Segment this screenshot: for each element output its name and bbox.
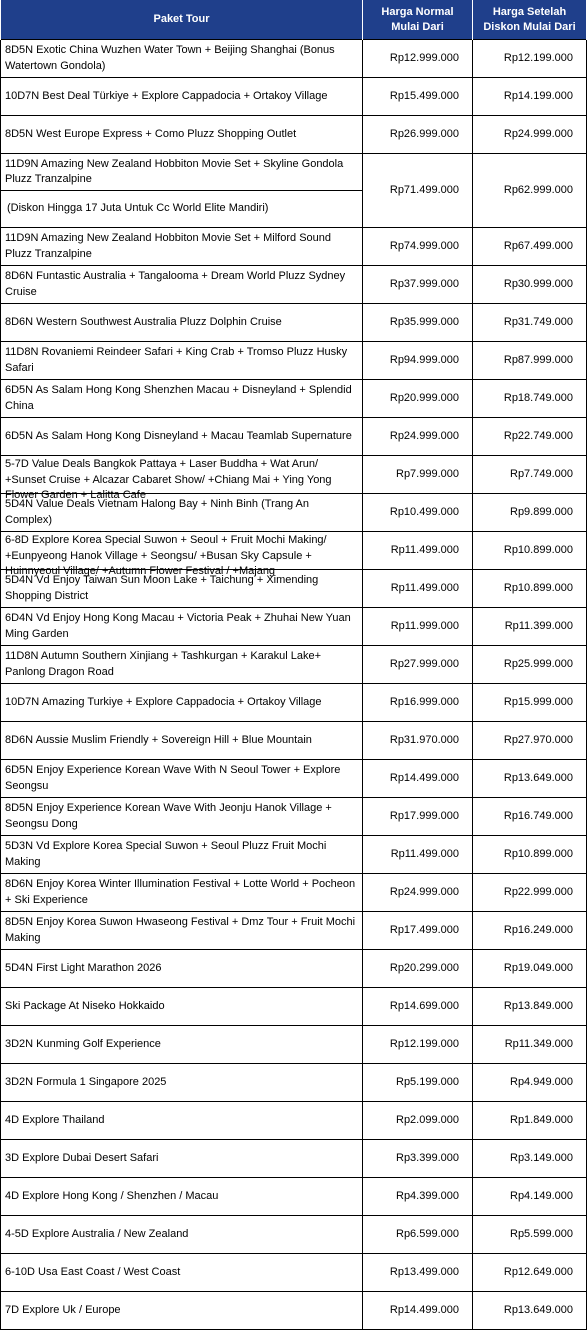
table-row [1, 418, 587, 456]
table-row [1, 798, 587, 836]
table-row [1, 1026, 587, 1064]
package-name-cell [1, 418, 363, 456]
table-row [1, 608, 587, 646]
table-row [1, 40, 587, 78]
discount-price: Rp4.149.000 [473, 1178, 587, 1216]
discount-price: Rp5.599.000 [473, 1216, 587, 1254]
table-row [1, 116, 587, 154]
package-name-cell [1, 950, 363, 988]
package-name: 6-8D Explore Korea Special Suwon + Seoul + Fruit Mochi Making/ +Eunpyeong Hanok Village + Seongsu/ +Busan Sky Capsule + Huinnyeoul Village/ +Autumn Flower Festival / +Majang [5, 534, 327, 577]
normal-price: Rp13.499.000 [363, 1254, 473, 1292]
package-name-cell [1, 494, 363, 532]
discount-price: Rp16.749.000 [473, 798, 587, 836]
package-name: 3D2N Kunming Golf Experience [5, 1037, 161, 1050]
package-name: 8D5N Enjoy Experience Korean Wave With Jeonju Hanok Village + Seongsu Dong [5, 802, 332, 830]
normal-price: Rp15.499.000 [363, 78, 473, 116]
normal-price: Rp11.999.000 [363, 608, 473, 646]
normal-price: Rp7.999.000 [363, 456, 473, 494]
table-row [1, 1140, 587, 1178]
normal-price: Rp71.499.000 [363, 154, 473, 228]
package-name: 5D4N Vd Enjoy Taiwan Sun Moon Lake + Taichung + Ximending Shopping District [5, 574, 319, 602]
discount-price: Rp18.749.000 [473, 380, 587, 418]
normal-price: Rp6.599.000 [363, 1216, 473, 1254]
table-row [1, 154, 587, 191]
package-name: 8D5N Enjoy Korea Suwon Hwaseong Festival + Dmz Tour + Fruit Mochi Making [5, 916, 356, 944]
table-row [1, 722, 587, 760]
discount-price: Rp12.649.000 [473, 1254, 587, 1292]
table-row [1, 760, 587, 798]
package-name: 6D4N Vd Enjoy Hong Kong Macau + Victoria Peak + Zhuhai New Yuan Ming Garden [5, 612, 351, 640]
package-name: 6D5N Enjoy Experience Korean Wave With N Seoul Tower + Explore Seongsu [5, 764, 341, 792]
package-name-cell [1, 760, 363, 798]
discount-price: Rp7.749.000 [473, 456, 587, 494]
normal-price: Rp14.499.000 [363, 760, 473, 798]
table-row [1, 228, 587, 266]
package-name: 5D4N Value Deals Vietnam Halong Bay + Ninh Binh (Trang An Complex) [5, 498, 309, 526]
normal-price: Rp37.999.000 [363, 266, 473, 304]
normal-price: Rp17.499.000 [363, 912, 473, 950]
normal-price: Rp35.999.000 [363, 304, 473, 342]
table-header-row [1, 0, 587, 40]
package-name: 8D6N Western Southwest Australia Pluzz Dolphin Cruise [5, 315, 282, 328]
table-row [1, 1102, 587, 1140]
table-row [1, 570, 587, 608]
discount-price: Rp22.999.000 [473, 874, 587, 912]
discount-price: Rp11.399.000 [473, 608, 587, 646]
normal-price: Rp20.299.000 [363, 950, 473, 988]
package-name-cell [1, 342, 363, 380]
package-name: 6-10D Usa East Coast / West Coast [5, 1265, 181, 1278]
discount-price: Rp10.899.000 [473, 570, 587, 608]
normal-price: Rp14.499.000 [363, 1292, 473, 1330]
header-discount-price: Harga Setelah Diskon Mulai Dari [473, 0, 587, 40]
normal-price: Rp31.970.000 [363, 722, 473, 760]
package-name-cell [1, 1178, 363, 1216]
discount-price: Rp16.249.000 [473, 912, 587, 950]
table-row [1, 1292, 587, 1330]
discount-price: Rp11.349.000 [473, 1026, 587, 1064]
package-name-cell [1, 380, 363, 418]
package-name: 4D Explore Hong Kong / Shenzhen / Macau [5, 1189, 219, 1202]
discount-price: Rp27.970.000 [473, 722, 587, 760]
discount-price: Rp67.499.000 [473, 228, 587, 266]
table-row [1, 494, 587, 532]
discount-price: Rp10.899.000 [473, 836, 587, 874]
package-name-cell [1, 684, 363, 722]
table-row [1, 78, 587, 116]
package-name-cell [1, 608, 363, 646]
discount-price: Rp13.649.000 [473, 760, 587, 798]
package-name-cell [1, 912, 363, 950]
normal-price: Rp11.499.000 [363, 836, 473, 874]
discount-price: Rp13.849.000 [473, 988, 587, 1026]
table-row [1, 380, 587, 418]
package-name: 11D9N Amazing New Zealand Hobbiton Movie Set + Skyline Gondola Pluzz Tranzalpine [1, 154, 363, 191]
package-name: 3D Explore Dubai Desert Safari [5, 1151, 159, 1164]
package-name-cell [1, 874, 363, 912]
package-name-cell [1, 836, 363, 874]
normal-price: Rp10.499.000 [363, 494, 473, 532]
discount-price: Rp15.999.000 [473, 684, 587, 722]
discount-price: Rp13.649.000 [473, 1292, 587, 1330]
discount-price: Rp14.199.000 [473, 78, 587, 116]
normal-price: Rp24.999.000 [363, 874, 473, 912]
package-name: 5D3N Vd Explore Korea Special Suwon + Seoul Pluzz Fruit Mochi Making [5, 840, 327, 868]
normal-price: Rp16.999.000 [363, 684, 473, 722]
package-name-cell [1, 646, 363, 684]
package-name-cell [1, 304, 363, 342]
package-name-cell [1, 1140, 363, 1178]
normal-price: Rp94.999.000 [363, 342, 473, 380]
discount-price: Rp62.999.000 [473, 154, 587, 228]
table-row [1, 950, 587, 988]
package-name-cell [1, 266, 363, 304]
package-name: 11D8N Autumn Southern Xinjiang + Tashkurgan + Karakul Lake+ Panlong Dragon Road [5, 650, 322, 678]
normal-price: Rp14.699.000 [363, 988, 473, 1026]
discount-price: Rp87.999.000 [473, 342, 587, 380]
table-row [1, 1254, 587, 1292]
table-row [1, 304, 587, 342]
discount-price: Rp10.899.000 [473, 532, 587, 570]
package-name-cell [1, 1064, 363, 1102]
discount-price: Rp24.999.000 [473, 116, 587, 154]
normal-price: Rp11.499.000 [363, 570, 473, 608]
package-name: 5-7D Value Deals Bangkok Pattaya + Laser Buddha + Wat Arun/ +Sunset Cruise + Alcazar Cabaret Show/ +Chiang Mai + Ying Yong Flower Garden + Lalitta Cafe [5, 458, 332, 501]
package-name: 5D4N First Light Marathon 2026 [5, 961, 162, 974]
discount-price: Rp19.049.000 [473, 950, 587, 988]
table-row [1, 646, 587, 684]
discount-price: Rp4.949.000 [473, 1064, 587, 1102]
table-body [1, 40, 587, 1330]
package-name: 8D6N Aussie Muslim Friendly + Sovereign Hill + Blue Mountain [5, 733, 312, 746]
table-row [1, 836, 587, 874]
package-name: 6D5N As Salam Hong Kong Disneyland + Macau Teamlab Supernature [5, 429, 352, 442]
package-name-cell [1, 228, 363, 266]
package-name-cell [1, 1216, 363, 1254]
package-name-cell [1, 1254, 363, 1292]
table-row [1, 988, 587, 1026]
table-row [1, 532, 587, 570]
package-name: 8D5N West Europe Express + Como Pluzz Shopping Outlet [5, 127, 297, 140]
package-name-cell [1, 78, 363, 116]
package-note: (Diskon Hingga 17 Juta Untuk Cc World Elite Mandiri) [7, 202, 269, 215]
package-name: Ski Package At Niseko Hokkaido [5, 999, 165, 1012]
package-name-cell [1, 798, 363, 836]
header-package: Paket Tour [1, 0, 363, 40]
package-name: 10D7N Amazing Turkiye + Explore Cappadocia + Ortakoy Village [5, 695, 322, 708]
package-name-cell [1, 532, 363, 577]
package-name: 3D2N Formula 1 Singapore 2025 [5, 1075, 167, 1088]
discount-price: Rp25.999.000 [473, 646, 587, 684]
normal-price: Rp24.999.000 [363, 418, 473, 456]
table-row [1, 342, 587, 380]
discount-price: Rp3.149.000 [473, 1140, 587, 1178]
package-name-cell [1, 456, 363, 501]
table-row [1, 874, 587, 912]
package-name: 11D8N Rovaniemi Reindeer Safari + King Crab + Tromso Pluzz Husky Safari [5, 346, 348, 374]
package-name: 8D6N Enjoy Korea Winter Illumination Festival + Lotte World + Pocheon + Ski Experience [5, 878, 356, 906]
package-note-cell [1, 191, 363, 228]
package-name: 6D5N As Salam Hong Kong Shenzhen Macau + Disneyland + Splendid China [5, 384, 352, 412]
package-name: 8D6N Funtastic Australia + Tangalooma + Dream World Pluzz Sydney Cruise [5, 270, 346, 298]
table-row [1, 1064, 587, 1102]
normal-price: Rp74.999.000 [363, 228, 473, 266]
table-row [1, 266, 587, 304]
table-row [1, 684, 587, 722]
package-name: 10D7N Best Deal Türkiye + Explore Cappadocia + Ortakoy Village [5, 89, 328, 102]
discount-price: Rp22.749.000 [473, 418, 587, 456]
normal-price: Rp12.199.000 [363, 1026, 473, 1064]
normal-price: Rp4.399.000 [363, 1178, 473, 1216]
table-row [1, 1178, 587, 1216]
table-row [1, 1216, 587, 1254]
normal-price: Rp27.999.000 [363, 646, 473, 684]
package-name-cell [1, 116, 363, 154]
package-name: 7D Explore Uk / Europe [5, 1303, 121, 1316]
package-name-cell [1, 1102, 363, 1140]
normal-price: Rp11.499.000 [363, 532, 473, 570]
package-name: 11D9N Amazing New Zealand Hobbiton Movie Set + Milford Sound Pluzz Tranzalpine [5, 232, 331, 260]
package-name: 8D5N Exotic China Wuzhen Water Town + Beijing Shanghai (Bonus Watertown Gondola) [5, 44, 335, 72]
normal-price: Rp2.099.000 [363, 1102, 473, 1140]
discount-price: Rp1.849.000 [473, 1102, 587, 1140]
package-name-cell [1, 722, 363, 760]
normal-price: Rp3.399.000 [363, 1140, 473, 1178]
package-name-cell [1, 40, 363, 78]
normal-price: Rp17.999.000 [363, 798, 473, 836]
normal-price: Rp5.199.000 [363, 1064, 473, 1102]
package-name: 4D Explore Thailand [5, 1113, 105, 1126]
discount-price: Rp9.899.000 [473, 494, 587, 532]
package-name-cell [1, 988, 363, 1026]
package-name-cell [1, 1292, 363, 1330]
package-name-cell [1, 1026, 363, 1064]
table-row [1, 456, 587, 494]
discount-price: Rp30.999.000 [473, 266, 587, 304]
package-name-cell [1, 570, 363, 608]
discount-price: Rp12.199.000 [473, 40, 587, 78]
discount-price: Rp31.749.000 [473, 304, 587, 342]
normal-price: Rp20.999.000 [363, 380, 473, 418]
table-row [1, 912, 587, 950]
normal-price: Rp26.999.000 [363, 116, 473, 154]
normal-price: Rp12.999.000 [363, 40, 473, 78]
package-name: 4-5D Explore Australia / New Zealand [5, 1227, 189, 1240]
header-normal-price: Harga Normal Mulai Dari [363, 0, 473, 40]
